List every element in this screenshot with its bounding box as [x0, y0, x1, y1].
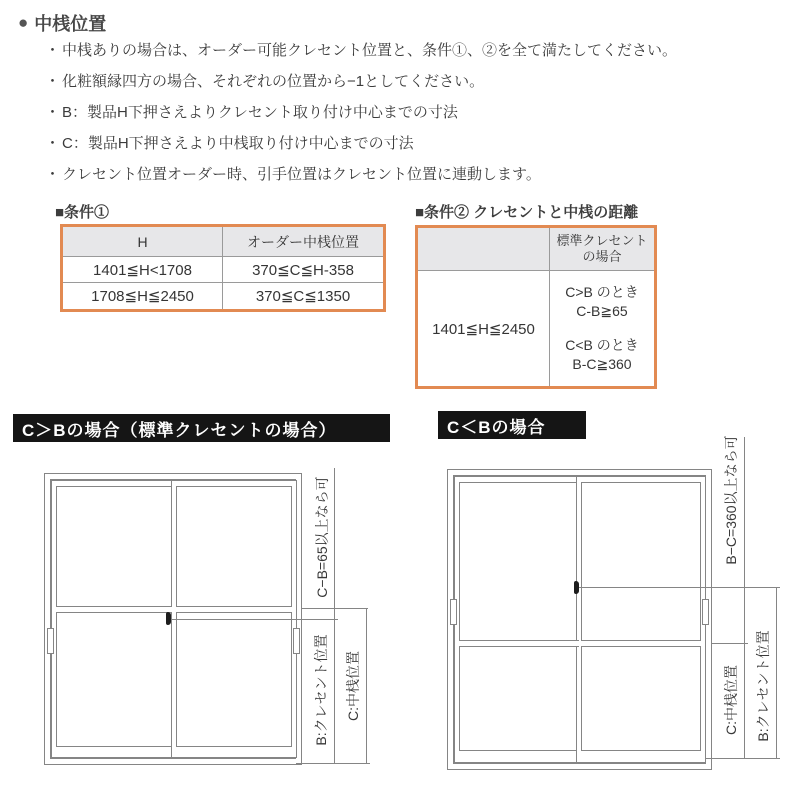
note-item: [45, 71, 790, 102]
page-title-text: 中桟位置: [34, 14, 107, 34]
note-text: クレセント位置オーダー時、引手位置はクレセント位置に連動します。: [62, 166, 541, 183]
dim-label-rail-position: C:中桟位置: [345, 651, 361, 721]
dim-line-b: [334, 468, 335, 763]
dim-label-gap: C−B=65以上なら可: [314, 476, 330, 598]
note-item: [45, 164, 790, 195]
case-line: B-C≧360: [572, 356, 632, 372]
sash-left-inner: [56, 486, 172, 747]
dim-line-b: [776, 587, 777, 758]
mid-rail: [56, 606, 172, 613]
case-line: C<B のとき: [565, 337, 639, 353]
bullet-circle-icon: ●: [18, 13, 29, 32]
sash-right-inner: [581, 482, 701, 751]
pull-handle: [293, 628, 300, 654]
note-text: B：製品H下押さえよりクレセント取り付け中心までの寸法: [62, 104, 458, 121]
pull-handle: [702, 599, 709, 625]
condition1-col-header-h: H: [63, 227, 223, 257]
note-text: 中桟ありの場合は、オーダー可能クレセント位置と、条件①、②を全て満たしてください。: [62, 42, 678, 59]
case-line: C-B≧65: [576, 303, 628, 319]
case-line: C>B のとき: [565, 284, 639, 300]
notes-list: [45, 40, 790, 195]
sash-left-inner: [459, 482, 579, 751]
note-marker: ・: [45, 135, 61, 152]
mid-rail: [176, 606, 292, 613]
dim-extension-rail: [302, 608, 368, 609]
condition2-range-cell: 1401≦H≦2450: [418, 271, 550, 386]
table-cell: 1708≦H≦2450: [63, 283, 223, 309]
table-cell: 370≦C≦1350: [255, 288, 351, 305]
condition2-col-header-blank: [418, 228, 550, 271]
condition1-title: ■条件①: [55, 204, 110, 221]
header-line: 標準クレセント: [556, 233, 648, 248]
pull-handle: [450, 599, 457, 625]
dim-extension-bottom: [706, 758, 780, 759]
page-title: [18, 10, 106, 36]
table-cell: 370≦C≦H-358: [223, 257, 383, 283]
dim-label-crescent-position: B:クレセント位置: [313, 634, 329, 746]
dim-label-gap: B−C=360以上なら可: [723, 435, 739, 565]
note-item: [45, 133, 790, 164]
sash-right-inner: [176, 486, 292, 747]
mid-rail: [459, 640, 579, 647]
mid-rail: [581, 640, 701, 647]
condition1-col-header-order: オーダー中桟位置: [223, 227, 383, 257]
note-marker: ・: [45, 104, 61, 121]
header-line: の場合: [582, 249, 622, 264]
condition2-col-header-standard: [550, 228, 654, 271]
dim-extension-rail: [712, 643, 748, 644]
dim-line-c: [744, 437, 745, 758]
case-c-less-b-header: C＜Bの場合: [438, 411, 586, 439]
dim-extension-crescent: [579, 587, 780, 588]
dim-label-rail-position: C:中桟位置: [723, 665, 739, 735]
note-item: [45, 102, 790, 133]
table-cell: 1401≦H<1708: [63, 257, 223, 283]
condition1-table: [60, 224, 386, 312]
note-text: C：製品H下押さえより中桟取り付け中心までの寸法: [62, 135, 414, 152]
dim-label-crescent-position: B:クレセント位置: [755, 630, 771, 742]
condition2-cases-cell: [550, 271, 654, 386]
note-marker: ・: [45, 166, 61, 183]
pull-handle: [47, 628, 54, 654]
note-text: 化粧額縁四方の場合、それぞれの位置から−1としてください。: [62, 73, 485, 90]
condition2-title: ■条件② クレセントと中桟の距離: [415, 204, 639, 221]
dim-line-c: [366, 608, 367, 763]
note-marker: ・: [45, 42, 61, 59]
condition2-table: [415, 225, 657, 389]
note-item: [45, 40, 790, 71]
case-c-greater-b-header: C＞Bの場合（標準クレセントの場合）: [13, 414, 390, 442]
dim-extension-crescent: [171, 619, 338, 620]
dim-extension-bottom: [296, 763, 370, 764]
note-marker: ・: [45, 73, 61, 90]
